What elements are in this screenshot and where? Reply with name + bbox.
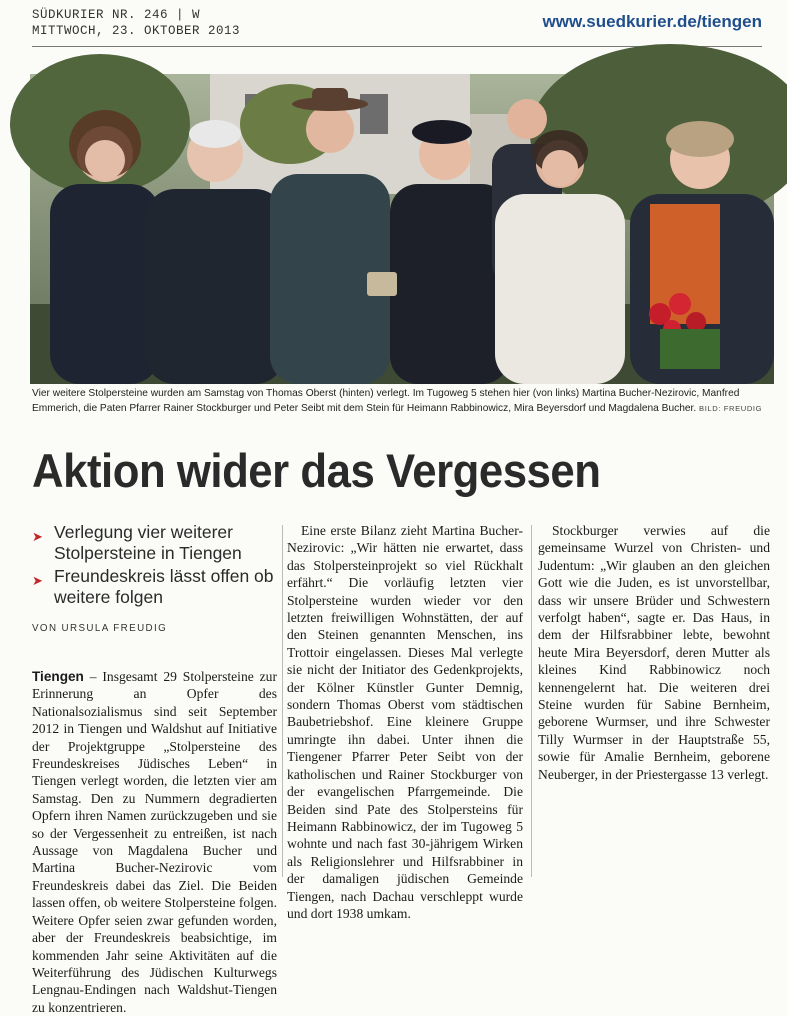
- masthead: [32, 8, 762, 42]
- article-paragraph-2: Eine erste Bilanz zieht Martina Bucher-Nezirovic: „Wir hätten nie erwartet, dass das Stolpersteinprojekt so viel Rückhalt erfährt.“ Die vorläufig letzten vier Stolpersteine wurden wieder vor den letzten freiwilligen Wohnstätten, der auf den Steinen genannten Menschen, ins Trottoir eingelassen. Dieses Mal verlegte sie nicht der Initiator des Gedenkprojekts, der Kölner Künstler Gunter Demnig, sondern Thomas Oberst vom städtischen Baubetriebshof. Eine kleinere Gruppe umringte ihn dabei. Unter ihnen die Tiengener Pfarrer Peter Seibt von der katholischen und Rainer Stockburger von der evangelischen Pfarrgemeinde. Die Beiden sind Pate des Stolpersteins für Heimann Rabbinowicz, der im Tugoweg 5 wohnte und nach fast 30-jährigem Wirken als Religionslehrer und Hilfsrabbiner in der damaligen jüdischen Gemeinde Tiengen, nach Dachau verschleppt wurde und dort 1938 umkam.: [287, 523, 523, 921]
- subhead-item: [32, 566, 277, 608]
- arrow-bullet-icon: ➤: [32, 529, 43, 544]
- photo-credit: BILD: FREUDIG: [699, 403, 763, 413]
- photo-caption: [32, 387, 767, 416]
- article-column-2: [287, 522, 523, 921]
- subhead-text: Freundeskreis lässt offen ob weitere folgen: [54, 566, 274, 607]
- headline: Aktion wider das Vergessen: [32, 444, 601, 497]
- article-column-3: [538, 522, 770, 882]
- issue-number: SÜDKURIER NR. 246 | W: [32, 8, 201, 22]
- column-divider: [531, 525, 532, 877]
- article-body-start: [32, 668, 277, 1015]
- article-paragraph-1: [32, 668, 277, 1016]
- group-photo-illustration: [30, 74, 774, 384]
- subhead-text: Verlegung vier weiterer Stolpersteine in Tiengen: [54, 522, 242, 563]
- issue-info: [32, 8, 240, 39]
- issue-date: MITTWOCH, 23. OKTOBER 2013: [32, 23, 241, 38]
- article-photo: [30, 74, 774, 384]
- website-link[interactable]: www.suedkurier.de/tiengen: [542, 12, 762, 31]
- arrow-bullet-icon: ➤: [32, 573, 43, 588]
- byline: VON URSULA FREUDIG: [32, 623, 168, 634]
- subhead-list: [32, 522, 277, 608]
- subhead-item: [32, 522, 277, 564]
- caption-text: Vier weitere Stolpersteine wurden am Samstag von Thomas Oberst (hinten) verlegt. Im Tugoweg 5 stehen hier (von links) Martina Bucher-Nezirovic, Manfred Emmerich, die Paten Pfarrer Rainer Stockburger und Peter Seibt mit dem Stein für Heimann Rabbinowicz, Mira Beyersdorf und Magdalena Bucher.: [32, 388, 740, 414]
- paragraph-text: – Insgesamt 29 Stolpersteine zur Erinnerung an Opfer des Nationalsozialismus sind seit September 2012 in Tiengen und Waldshut auf Initiative der Projektgruppe „Stolpersteine des Freundeskreises Jüdisches Leben“ in Tiengen verlegt worden, die letzten vier am Samstag. Den zu Nummern degradierten Opfern ihren Namen zurückzugeben und sie so der Vergessenheit zu entreißen, ist nach Aussage von Magdalena Bucher und Martina Bucher-Nezirovic vom Freundeskreis dabei das Ziel. Die Beiden lassen offen, ob weitere Stolpersteine folgen. Weitere Opfer seien zwar gefunden worden, aber der Freundeskreis beabsichtige, im kommenden Jahr seine Aktivitäten auf die Weiterführung des Jüdischen Kulturwegs Lengnau-Endingen nach Waldshut-Tiengen zu konzentrieren.: [32, 669, 277, 1015]
- article-paragraph-3: Stockburger verwies auf die gemeinsame Wurzel von Christen- und Judentum: „Wir glauben an den gleichen Gott wie die Juden, es ist unvorstellbar, dass wir unsere Brüder und Schwestern verfolgt haben“, sagte er. Das Haus, in dem der Hilfsrabbiner lebte, bewohnt heute Mira Beyersdorf, deren Mutter als kleines Kind Rabbinowicz noch kennengelernt hat. Die weiteren drei Steine wurden für Sabine Bernheim, geborene Wurmser, und ihre Schwester Tilly Wurmser in der Hauptstraße 55, sowie für Amalie Bernheim, geborene Neuberger, in der Priestergasse 13 verlegt.: [538, 523, 770, 782]
- article-column-1: [32, 522, 277, 645]
- column-divider: [282, 525, 283, 877]
- dateline: Tiengen: [32, 669, 84, 684]
